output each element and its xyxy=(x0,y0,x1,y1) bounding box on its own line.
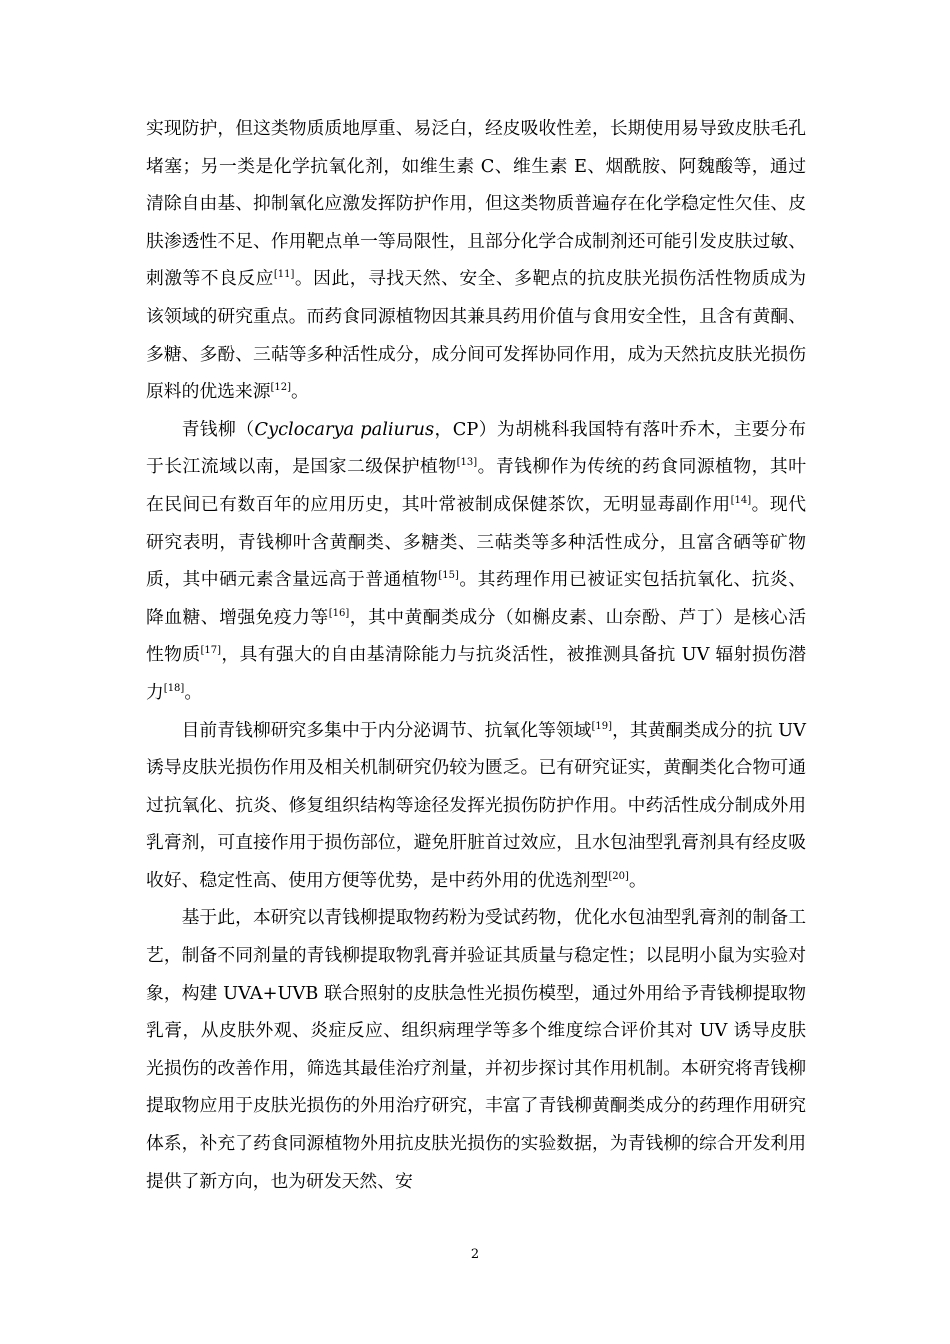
text-run: ，具有强大的自由基清除能力与抗炎活性，被推测具备抗 UV 辐射损伤潜力 xyxy=(146,644,806,703)
text-run: 。 xyxy=(628,869,647,891)
citation-reference: [14] xyxy=(730,495,752,507)
citation-reference: [15] xyxy=(438,570,459,582)
text-run: 。现代研究表明，青钱柳叶含黄酮类、多糖类、三萜类等多种活性成分，且富含硒等矿物质，其中硒元素含量远高于普通植物 xyxy=(146,493,806,591)
citation-reference: [16] xyxy=(328,607,350,619)
citation-reference: [17] xyxy=(200,645,222,657)
text-run: 基于此，本研究以青钱柳提取物药粉为受试药物，优化水包油型乳膏剂的制备工艺，制备不同剂量的青钱柳提取物乳膏并验证其质量与稳定性；以昆明小鼠为实验对象，构建 UVA+UVB 联合照射的皮肤急性光损伤模型，通过外用给予青钱柳提取物乳膏，从皮肤外观、炎症反应、组织病理学等多个维度综合评价其对 UV 诱导皮肤光损伤的改善作用，筛选其最佳治疗剂量，并初步探讨其作用机制。本研究将青钱柳提取物应用于皮肤光损伤的外用治疗研究，丰富了青钱柳黄酮类成分的药理作用研究体系，补充了药食同源植物外用抗皮肤光损伤的实验数据，为青钱柳的综合开发利用提供了新方向，也为研发天然、安 xyxy=(146,907,806,1192)
citation-reference: [18] xyxy=(163,682,185,694)
text-run: ，其中黄酮类成分（如槲皮素、山奈酚、芦丁）是核心活性物质 xyxy=(146,606,806,666)
text-run: ，其黄酮类成分的抗 UV 诱导皮肤光损伤作用及相关机制研究仍较为匮乏。已有研究证实，黄酮类化合物可通过抗氧化、抗炎、修复组织结构等途径发挥光损伤防护作用。中药活性成分制成外用乳膏剂，可直接作用于损伤部位，避免肝脏首过效应，且水包油型乳膏剂具有经皮吸收好、稳定性高、使用方便等优势，是中药外用的优选剂型 xyxy=(146,719,806,891)
text-run: 实现防护，但这类物质质地厚重、易泛白，经皮吸收性差，长期使用易导致皮肤毛孔堵塞；另一类是化学抗氧化剂，如维生素 C、维生素 E、烟酰胺、阿魏酸等，通过清除自由基、抑制氧化应激发挥防护作用，但这类物质普遍存在化学稳定性欠佳、皮肤渗透性不足、作用靶点单一等局限性，且部分化学合成制剂还可能引发皮肤过敏、刺激等不良反应 xyxy=(146,118,806,290)
body-text xyxy=(146,110,806,1200)
citation-reference: [11] xyxy=(273,269,295,281)
text-run: 目前青钱柳研究多集中于内分泌调节、抗氧化等领域 xyxy=(181,719,592,741)
body-paragraph xyxy=(146,411,806,712)
citation-reference: [13] xyxy=(456,457,478,469)
text-run: 。因此，寻找天然、安全、多靶点的抗皮肤光损伤活性物质成为该领域的研究重点。而药食同源植物因其兼具药用价值与食用安全性，且含有黄酮、多糖、多酚、三萜等多种活性成分，成分间可发挥协同作用，成为天然抗皮肤光损伤原料的优选来源 xyxy=(146,268,806,403)
citation-reference: [12] xyxy=(270,382,292,394)
body-paragraph xyxy=(146,899,806,1200)
citation-reference: [20] xyxy=(608,870,629,882)
text-run: 青钱柳（ xyxy=(181,418,255,440)
species-name: Cyclocarya paliurus xyxy=(254,418,435,440)
text-run: 。其药理作用已被证实包括抗氧化、抗炎、降血糖、增强免疫力等 xyxy=(146,569,806,628)
page-number: 2 xyxy=(470,1247,480,1262)
text-run: 。 xyxy=(291,381,309,403)
body-paragraph xyxy=(146,712,806,900)
body-paragraph xyxy=(146,110,806,411)
text-run: 。青钱柳作为传统的药食同源植物，其叶在民间已有数百年的应用历史，其叶常被制成保健茶饮，无明显毒副作用 xyxy=(146,456,806,515)
citation-reference: [19] xyxy=(591,720,613,732)
text-run: 。 xyxy=(184,681,203,703)
text-run: ，CP）为胡桃科我国特有落叶乔木，主要分布于长江流域以南，是国家二级保护植物 xyxy=(146,418,806,478)
